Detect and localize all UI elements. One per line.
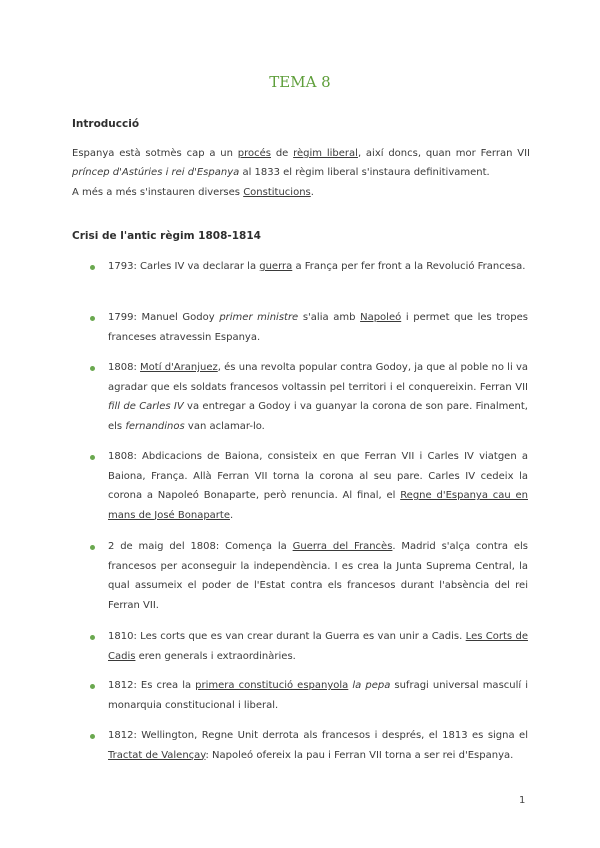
text-run: , és una revolta popular contra Godoy, ja que al poble no li va agradar que els soldats francesos voltassin pel territori i el conquereixin. Ferran VII bbox=[108, 362, 529, 393]
underlined-term: procés bbox=[237, 148, 272, 159]
text-run: s'alia amb bbox=[298, 312, 361, 323]
italic-term: primer ministre bbox=[219, 312, 299, 323]
section-heading-introduction: Introducció bbox=[72, 118, 140, 130]
list-item bbox=[108, 447, 528, 525]
italic-term: príncep d'Astúries i rei d'Espanya bbox=[72, 167, 240, 178]
list-bullet bbox=[90, 635, 95, 640]
document-title: TEMA 8 bbox=[269, 73, 331, 91]
list-item bbox=[108, 676, 528, 715]
text-run: . bbox=[230, 509, 234, 521]
text-run: A més a més s'instauren diverses bbox=[72, 187, 244, 198]
text-run: al 1833 el règim liberal s'instaura definitivament. bbox=[239, 167, 490, 178]
list-bullet bbox=[90, 316, 95, 321]
text-run: 1808: bbox=[108, 362, 141, 373]
list-item bbox=[108, 308, 528, 347]
list-item bbox=[108, 537, 528, 615]
italic-term: fill de Carles IV bbox=[108, 401, 184, 412]
text-run: . bbox=[310, 187, 314, 198]
text-run: . Madrid s'alça contra els francesos per aconseguir la independència. I es crea la Junta Suprema Central, la qual assumeix el poder de l'Estat contra els francesos durant l'absència del rei Ferran VII. bbox=[108, 541, 528, 611]
text-run: sufragi universal masculí i monarquia constitucional i liberal. bbox=[108, 680, 529, 711]
text-run: 2 de maig del 1808: Comença la bbox=[108, 541, 293, 552]
intro-paragraph-2 bbox=[72, 183, 530, 202]
text-run: van aclamar-lo. bbox=[184, 420, 265, 432]
underlined-term: Regne d'Espanya cau en mans de José Bonaparte bbox=[108, 490, 528, 521]
page-number: 1 bbox=[519, 795, 526, 806]
text-run: i permet que les tropes franceses atravessin Espanya. bbox=[108, 312, 528, 343]
text-run: 1812: Wellington, Regne Unit derrota als francesos i després, el 1813 es signa el bbox=[108, 730, 528, 741]
section-heading-crisis: Crisi de l'antic règim 1808-1814 bbox=[72, 230, 261, 242]
text-run: a França per fer front a la Revolució Francesa. bbox=[292, 261, 526, 272]
text-run: 1799: Manuel Godoy bbox=[108, 312, 220, 323]
text-run: Espanya està sotmès cap a un bbox=[72, 148, 238, 159]
text-run: de bbox=[271, 148, 294, 159]
underlined-term: Constitucions bbox=[243, 187, 311, 198]
list-item bbox=[108, 627, 528, 666]
text-run: 1812: Es crea la bbox=[108, 680, 196, 691]
underlined-term: règim liberal bbox=[293, 148, 358, 159]
list-item bbox=[108, 257, 528, 277]
list-bullet bbox=[90, 684, 95, 689]
text-run: 1808: Abdicacions de Baiona, consisteix en que Ferran VII i Carles IV viatgen a Baiona, França. Allà Ferran VII torna la corona al seu pare. Carles IV cedeix la corona a Napoleó Bonaparte, però renuncia. Al final, el bbox=[108, 451, 528, 501]
list-bullet bbox=[90, 455, 95, 460]
text-run: : Napoleó ofereix la pau i Ferran VII torna a ser rei d'Espanya. bbox=[205, 749, 514, 761]
intro-paragraph bbox=[72, 144, 530, 182]
text-run: 1810: Les corts que es van crear durant la Guerra es van unir a Cadis. bbox=[108, 631, 466, 642]
text-run: eren generals i extraordinàries. bbox=[135, 650, 296, 662]
underlined-term: Napoleó bbox=[360, 312, 402, 323]
list-item bbox=[108, 358, 528, 436]
list-bullet bbox=[90, 366, 95, 371]
underlined-term: Les Corts de Cadis bbox=[108, 631, 528, 662]
underlined-term: guerra bbox=[259, 261, 293, 272]
italic-term: fernandinos bbox=[125, 420, 185, 432]
underlined-term: Tractat de Valençay bbox=[108, 749, 206, 761]
underlined-term: Guerra del Francès bbox=[292, 541, 393, 552]
underlined-term: Motí d'Aranjuez bbox=[140, 362, 218, 373]
list-bullet bbox=[90, 734, 95, 739]
list-bullet bbox=[90, 265, 95, 270]
italic-term: la pepa bbox=[352, 680, 391, 691]
list-bullet bbox=[90, 545, 95, 550]
text-run: 1793: Carles IV va declarar la bbox=[108, 261, 260, 272]
list-item bbox=[108, 726, 528, 765]
text-run: va entregar a Godoy i va guanyar la corona de son pare. Finalment, els bbox=[108, 401, 528, 432]
text-run: , així doncs, quan mor Ferran VII bbox=[357, 148, 530, 159]
underlined-term: primera constitució espanyola bbox=[195, 680, 349, 691]
